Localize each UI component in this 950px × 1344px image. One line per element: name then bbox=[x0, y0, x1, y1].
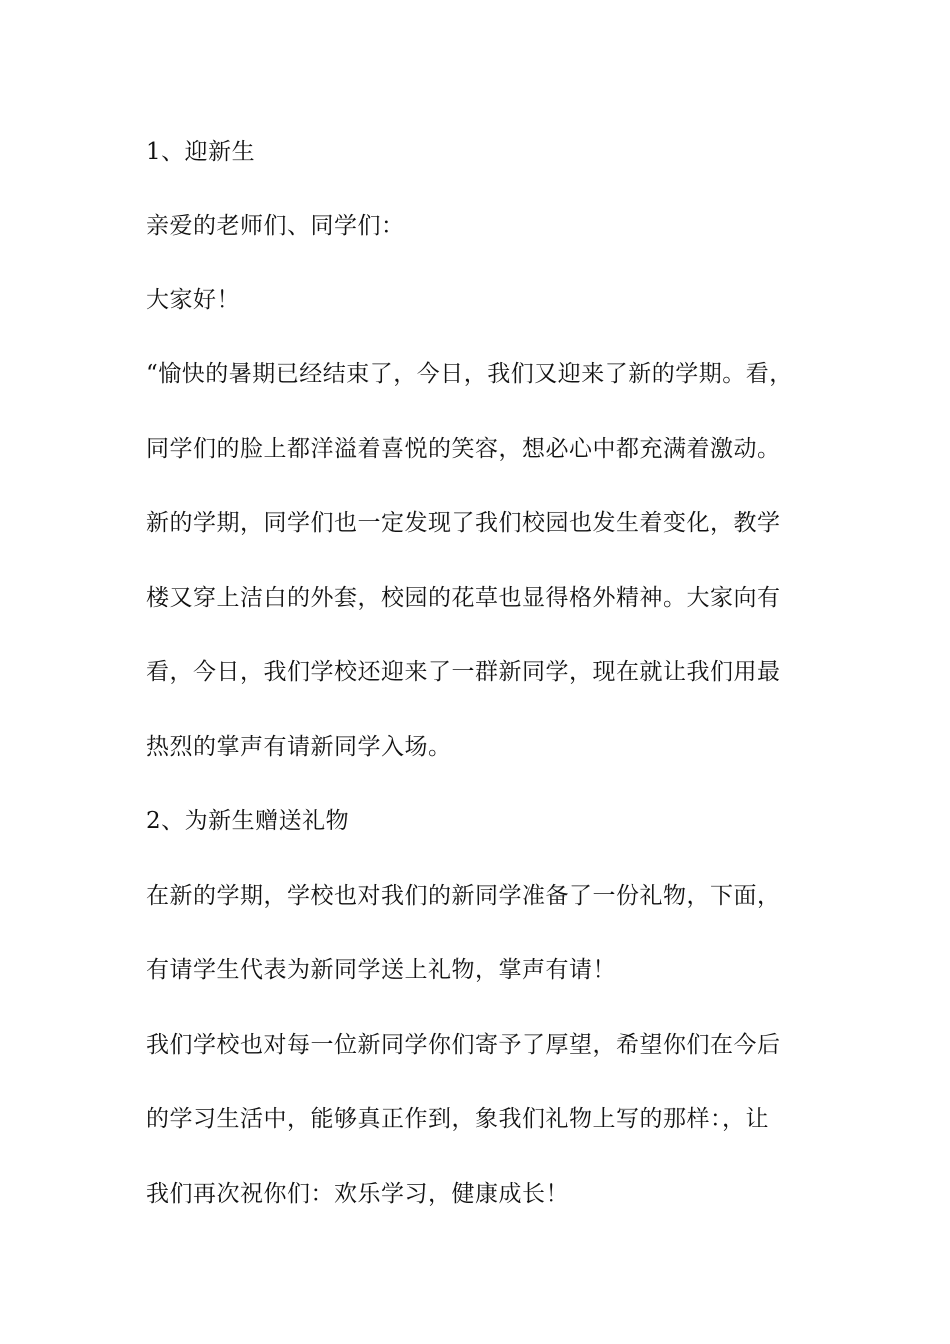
paragraph-line: 有请学生代表为新同学送上礼物，掌声有请！ bbox=[146, 957, 616, 983]
paragraph-line: 看，今日，我们学校还迎来了一群新同学，现在就让我们用最 bbox=[146, 659, 781, 685]
section-heading-gifts: 2、为新生赠送礼物 bbox=[146, 808, 350, 834]
paragraph-line: 的学习生活中，能够真正作到，象我们礼物上写的那样：，让 bbox=[146, 1106, 769, 1132]
paragraph-line: 热烈的掌声有请新同学入场。 bbox=[146, 734, 452, 760]
paragraph-line: 同学们的脸上都洋溢着喜悦的笑容，想必心中都充满着激动。 bbox=[146, 436, 781, 462]
section-heading-welcome: 1、迎新生 bbox=[146, 139, 256, 165]
paragraph-line: 我们学校也对每一位新同学你们寄予了厚望，希望你们在今后 bbox=[146, 1032, 781, 1058]
salutation-line: 亲爱的老师们、同学们： bbox=[146, 213, 405, 239]
paragraph-line: 在新的学期，学校也对我们的新同学准备了一份礼物，下面， bbox=[146, 883, 781, 909]
paragraph-line: 新的学期，同学们也一定发现了我们校园也发生着变化，教学 bbox=[146, 510, 781, 536]
greeting-line: 大家好！ bbox=[146, 287, 240, 313]
paragraph-line: 我们再次祝你们：欢乐学习，健康成长！ bbox=[146, 1181, 569, 1207]
paragraph-line: 楼又穿上洁白的外套，校园的花草也显得格外精神。大家向有 bbox=[146, 585, 781, 611]
paragraph-line: “愉快的暑期已经结束了，今日，我们又迎来了新的学期。看， bbox=[146, 361, 793, 387]
